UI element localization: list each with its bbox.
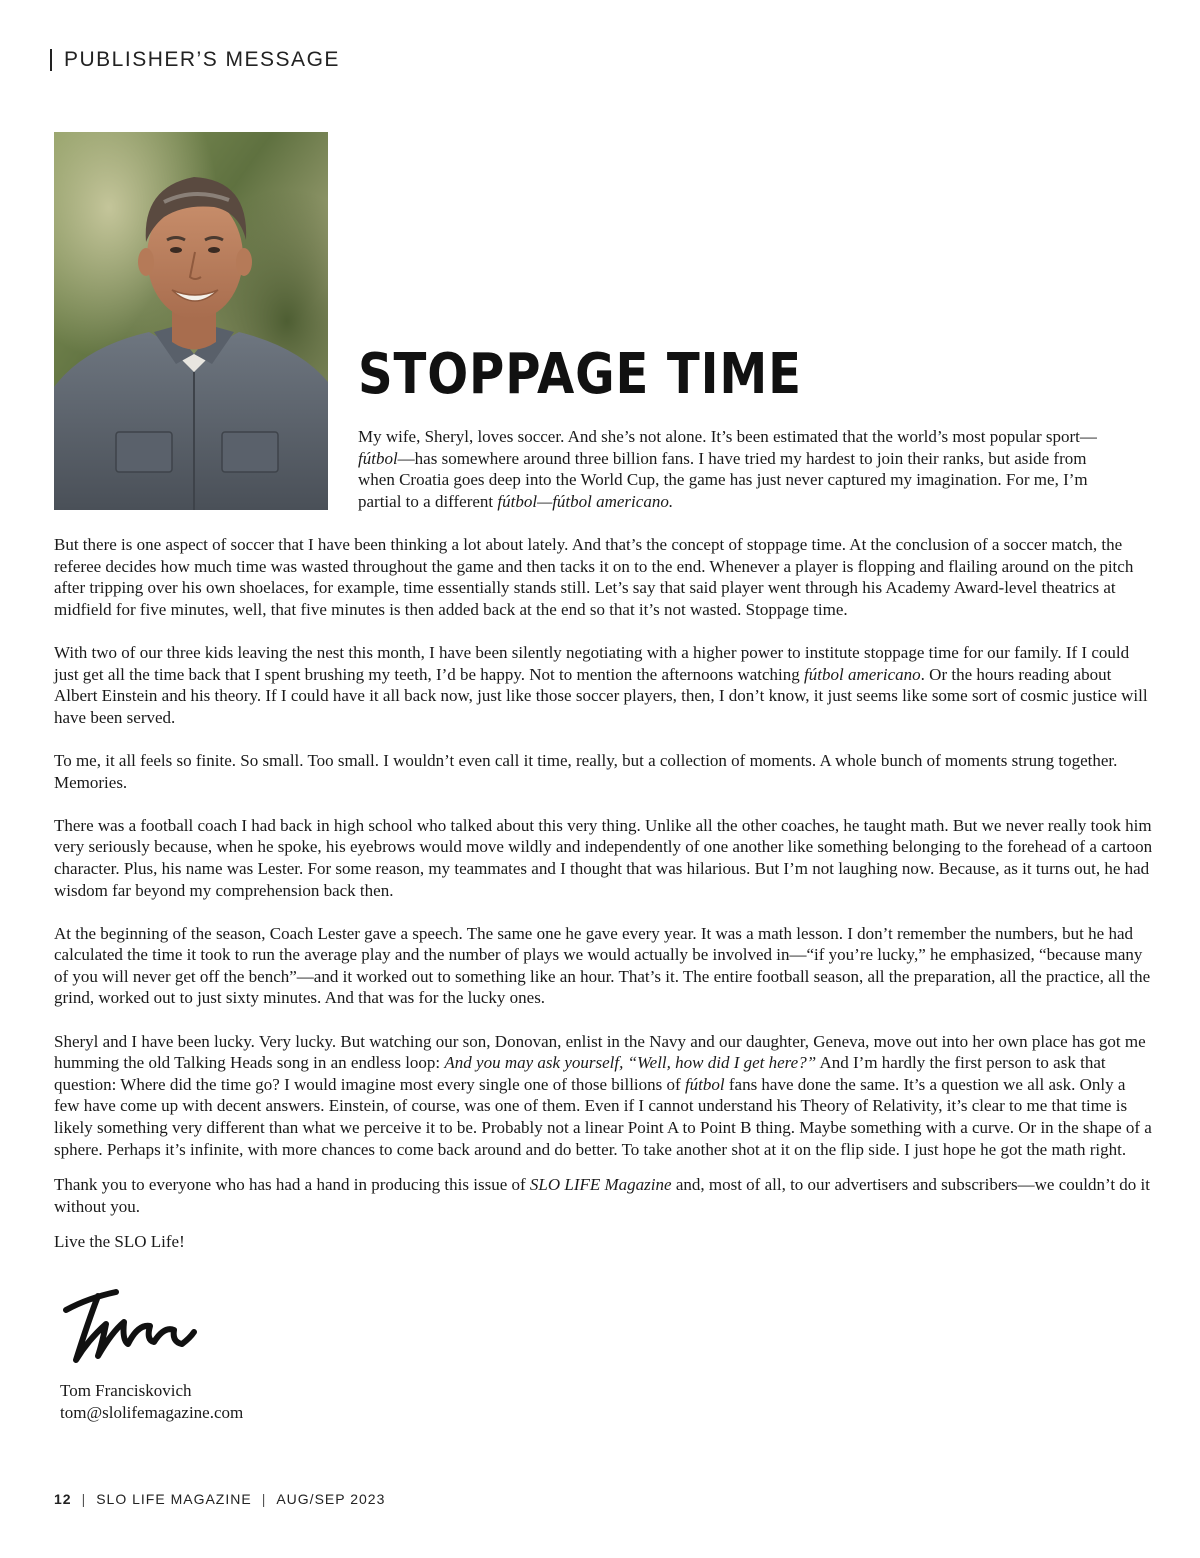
article-body	[54, 534, 1154, 1275]
page-footer	[54, 1491, 385, 1507]
body-paragraph: Sheryl and I have been lucky. Very lucky. But watching our son, Donovan, enlist in the Navy and our daughter, Geneva, move out into her own place has got me humming the old Talking Heads song in an endless loop: And you may ask yourself, “Well, how did I get here?” And I’m hardly the first person to ask that question: Where did the time go? I would imagine most every single one of those billions of fútbol fans have done the same. It’s a question we all ask. Only a few have come up with decent answers. Einstein, of course, was one of them. Even if I cannot understand his Theory of Relativity, it’s clear to me that time is likely something very different than what we perceive it to be. Probably not a linear Point A to Point B thing. Maybe something with a curve. Or in the shape of a sphere. Perhaps it’s infinite, with more chances to come back around and do better. To take another shot at it on the flip side. I just hope he got the math right.	[54, 1031, 1152, 1159]
body-paragraph: There was a football coach I had back in high school who talked about this very thing. Unlike all the other coaches, he taught math. But we never really took him very seriously because, when he spoke, his eyebrows would move wildly and independently of one another like something belonging to the forehead of a cartoon character. Plus, his name was Lester. For some reason, my teammates and I thought that was hilarious. But I’m not laughing now. Because, as it turns out, he had wisdom far beyond my comprehension back then.	[54, 815, 1153, 900]
article-title: STOPPAGE TIME	[358, 342, 802, 407]
footer-separator: |	[261, 1491, 267, 1507]
section-label	[50, 48, 340, 72]
footer-separator: |	[81, 1491, 87, 1507]
body-paragraph: To me, it all feels so finite. So small. Too small. I wouldn’t even call it time, really, but a collection of moments. A whole bunch of moments strung together. Memories.	[54, 750, 1118, 792]
intro-paragraph: My wife, Sheryl, loves soccer. And she’s not alone. It’s been estimated that the world’s most popular sport—fútbol—has somewhere around three billion fans. I have tried my hardest to join their ranks, but aside from when Croatia goes deep into the World Cup, the game has just never captured my imagination. For me, I’m partial to a different fútbol—fútbol americano.	[358, 427, 1097, 511]
handwritten-signature	[58, 1282, 208, 1372]
publication-name: SLO LIFE MAGAZINE	[96, 1491, 252, 1507]
author-email: tom@slolifemagazine.com	[60, 1402, 244, 1422]
signature-block	[60, 1380, 243, 1423]
thank-you-paragraph: Thank you to everyone who has had a hand in producing this issue of SLO LIFE Magazine and, most of all, to our advertisers and subscribers—we couldn’t do it without you.	[54, 1175, 1151, 1216]
section-label-text: PUBLISHER’S MESSAGE	[64, 48, 340, 71]
sign-off: Live the SLO Life!	[54, 1232, 185, 1252]
issue-date: AUG/SEP 2023	[276, 1491, 386, 1507]
body-paragraph: But there is one aspect of soccer that I have been thinking a lot about lately. And that’s the concept of stoppage time. At the conclusion of a soccer match, the referee decides how much time was wasted throughout the game and then tacks it on to the end. Whenever a player is flopping and flailing around on the pitch after tripping over his own shoelaces, for example, time essentially stands still. Let’s say that said player went through his Academy Award-level theatrics at midfield for five minutes, well, that five minutes is then added back at the end so that it’s not wasted. Stoppage time.	[54, 535, 1134, 619]
section-divider	[50, 49, 52, 71]
author-portrait	[54, 132, 328, 510]
body-paragraph: With two of our three kids leaving the nest this month, I have been silently negotiating with a higher power to institute stoppage time for our family. If I could just get all the time back that I spent brushing my teeth, I’d be happy. Not to mention the afternoons watching fútbol americano. Or the hours reading about Albert Einstein and his theory. If I could have it all back now, just like those soccer players, then, I don’t know, it just seems like some sort of cosmic justice will have been served.	[54, 642, 1148, 727]
page-number: 12	[54, 1491, 72, 1507]
body-paragraph: At the beginning of the season, Coach Lester gave a speech. The same one he gave every year. It was a math lesson. I don’t remember the numbers, but he had calculated the time it took to run the average play and the number of plays we would actually be involved in—“if you’re lucky,” he emphasized, “because many of you will never get off the bench”—and it worked out to something like an hour. That’s it. The entire football season, all the preparation, all the practice, all the grind, worked out to just sixty minutes. And that was for the lucky ones.	[54, 923, 1151, 1008]
author-name: Tom Franciskovich	[60, 1381, 192, 1400]
